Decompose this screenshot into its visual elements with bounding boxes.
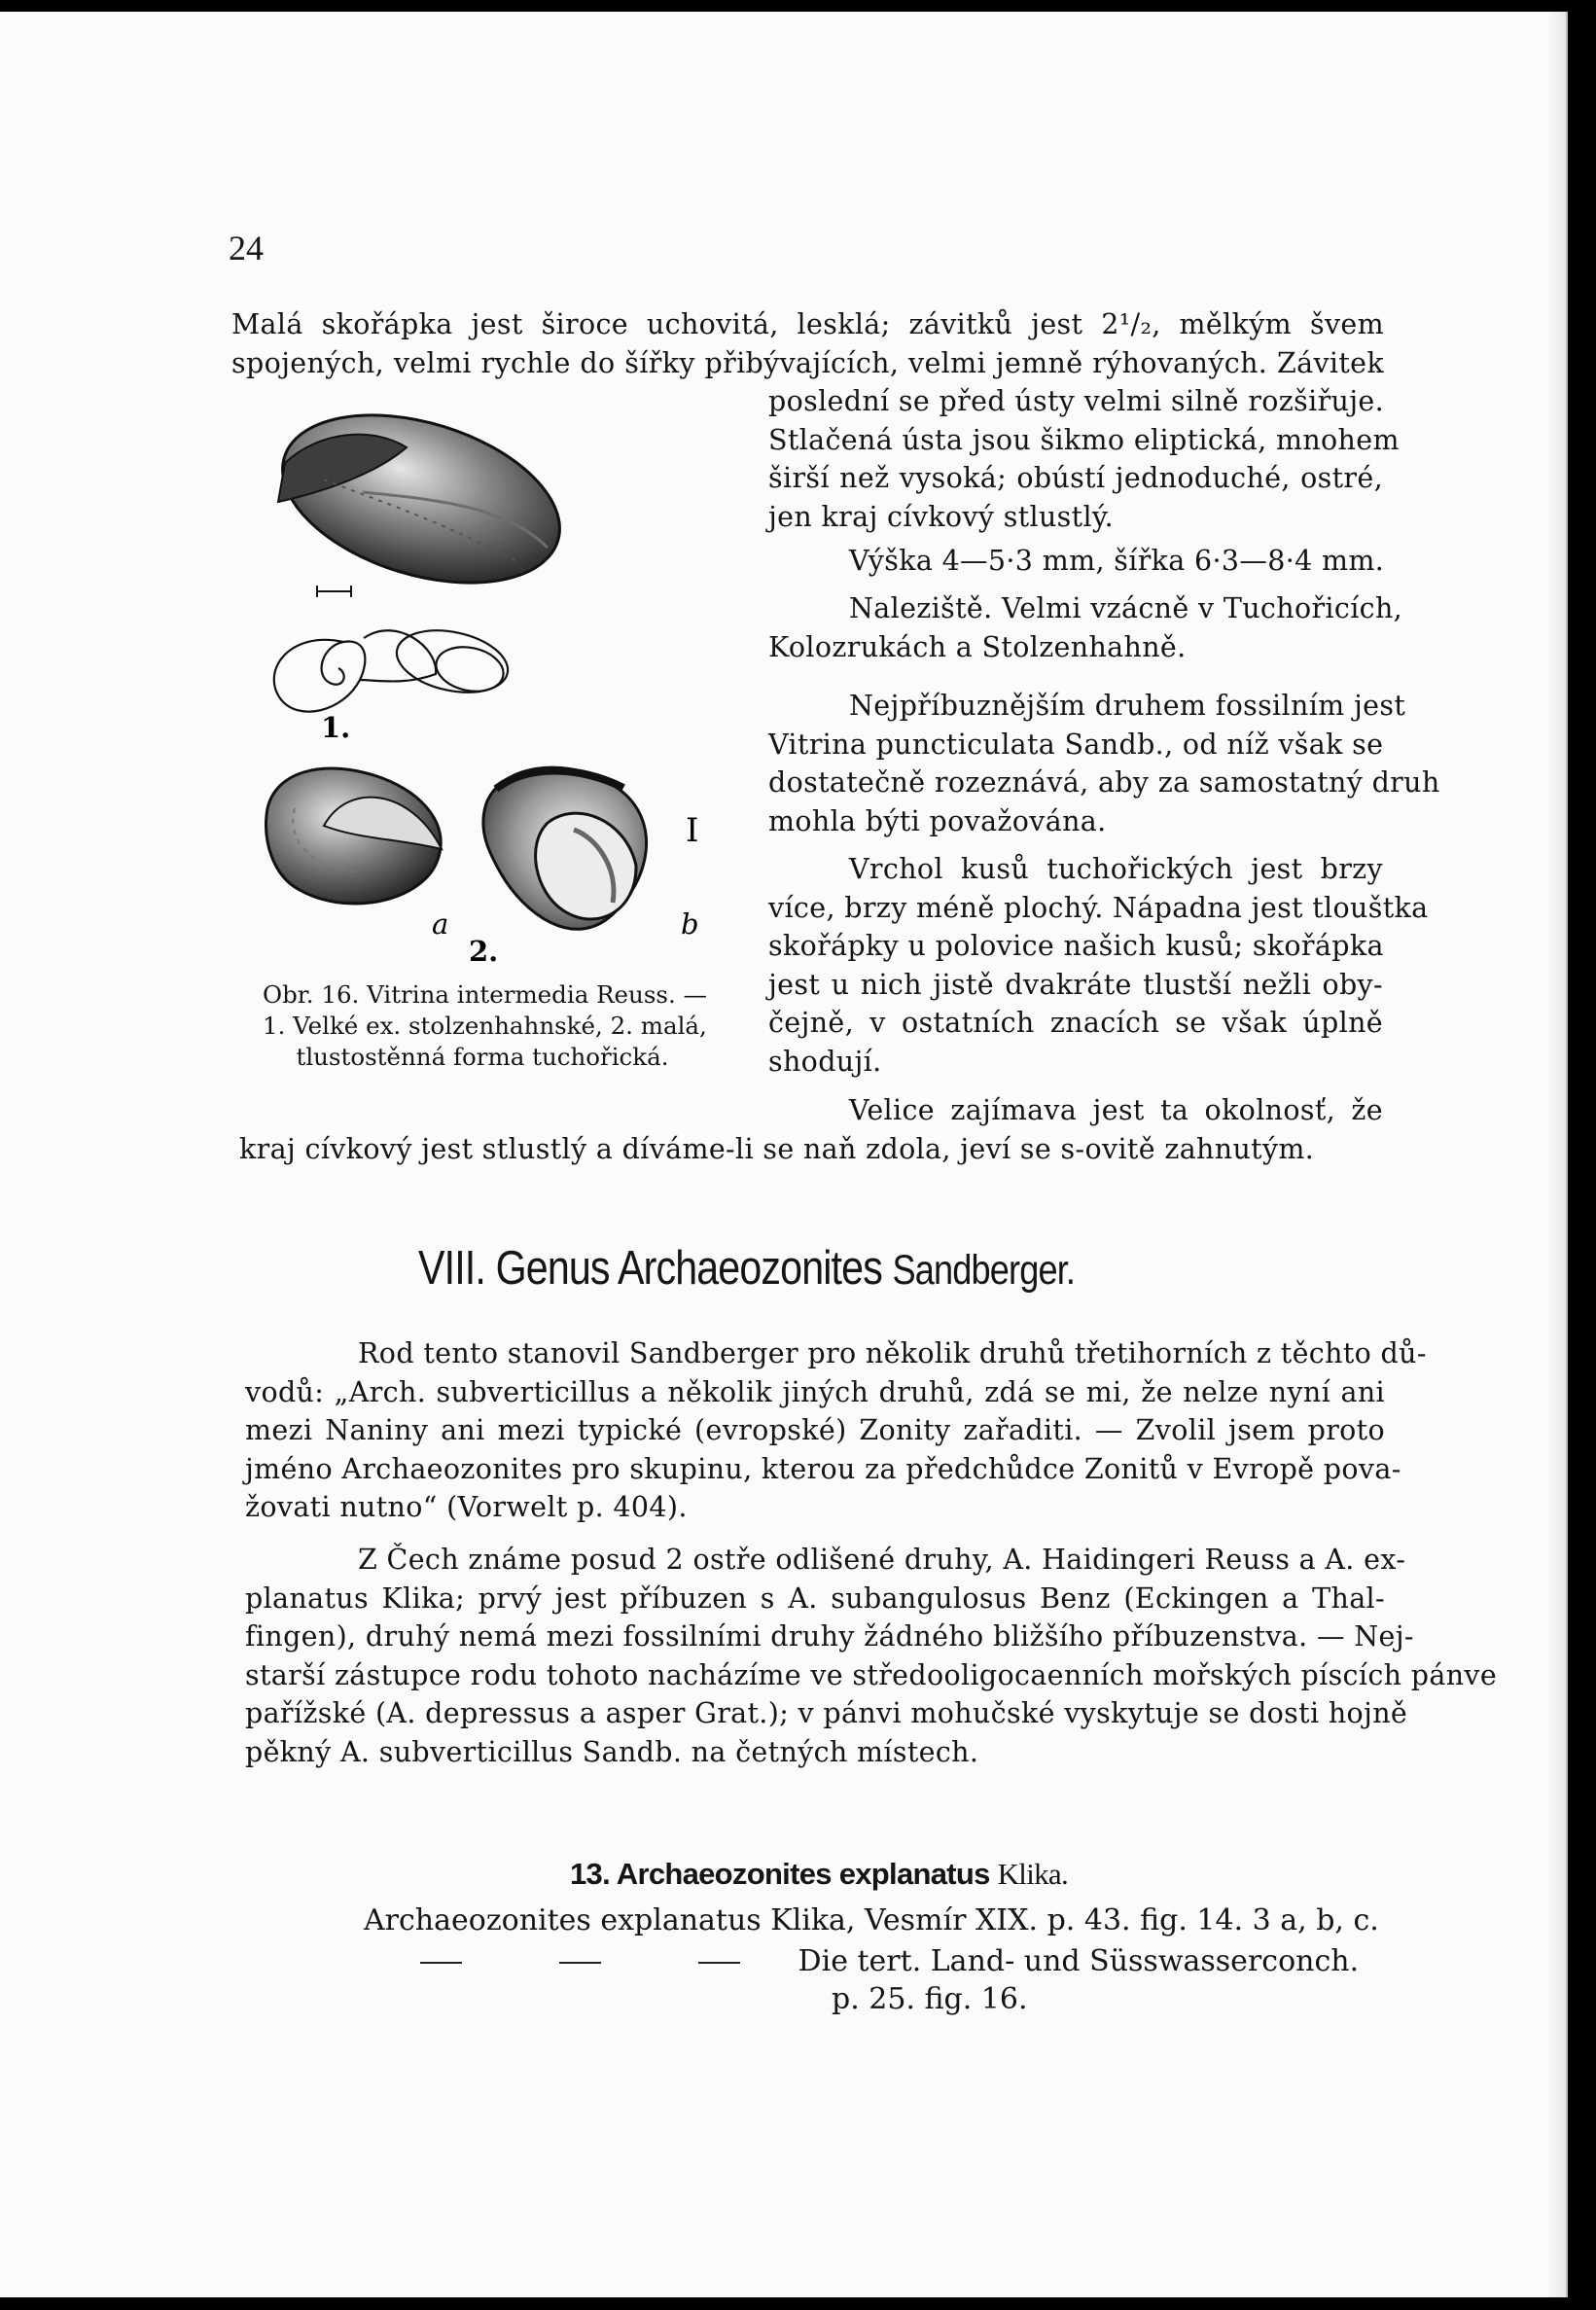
intro-line-3: poslední se před ústy velmi silně rozšiřuje. (768, 385, 1385, 417)
section-paragraph-1 (245, 1334, 1427, 1527)
variation-line-5: čejně, v ostatních znacích se však úplně (768, 1007, 1383, 1039)
large-shell-side-view (263, 407, 581, 614)
figure-label-scale: I (686, 811, 699, 850)
paragraph-1-line-2: vodů: „Arch. subverticillus a několik jiných druhů, zdá se mi, že nelze nyní ani (245, 1375, 1385, 1408)
caption-line-3: tlustostěnná forma tuchořická. (296, 1043, 669, 1071)
variation (768, 850, 1429, 1081)
relation-line-1: Nejpříbuznějším druhem fossilním jest (849, 690, 1406, 722)
paragraph-1-line-1: Rod tento stanovil Sandberger pro několik druhů třetihorních z těchto dů- (358, 1337, 1427, 1369)
paragraph-2-line-5: pařížské (A. depressus a asper Grat.); v pánvi mohučské vyskytuje se dosti hojně (245, 1697, 1408, 1729)
relation (768, 687, 1440, 840)
locality (768, 589, 1403, 666)
paragraph-1-line-3: mezi Naniny ani mezi typické (evropské) Zonity zařaditi. — Zvolil jsem proto (245, 1414, 1385, 1446)
closing-line-2: kraj cívkový jest stlustlý a díváme-li se naň zdola, jeví se s-ovitě zahnutým. (239, 1133, 1315, 1165)
paragraph-2-line-4: starší zástupce rodu tohoto nacházíme ve středooligocaenních mořských píscích pánve (245, 1658, 1498, 1691)
reference-line-3: p. 25. fig. 16. (832, 1982, 1028, 2016)
figure-caption (263, 979, 708, 1073)
figure-label-2: 2. (469, 935, 499, 968)
closing-line-1: Velice zajímava jest ta okolnosť, že (849, 1094, 1383, 1126)
intro-text-full (231, 305, 1384, 382)
small-shell-a (266, 768, 442, 904)
closing-1 (849, 1091, 1383, 1130)
paragraph-2-line-3: fingen), druhý nemá mezi fossilními druhy žádného bližšího příbuzenstva. — Nej- (245, 1620, 1414, 1653)
variation-line-2: více, brzy méně plochý. Nápadna jest tlouštka (768, 891, 1429, 924)
closing-2 (239, 1130, 1319, 1169)
intro-line-1: Malá skořápka jest široce uchovitá, lesklá; závitků jest 2¹/₂, mělkým švem (231, 308, 1384, 340)
paragraph-2-line-2: planatus Klika; prvý jest příbuzen s A. subangulosus Benz (Eckingen a Thal- (245, 1581, 1385, 1615)
reference-dash-2 (559, 1962, 601, 1964)
section-heading (418, 1241, 1080, 1296)
variation-line-1: Vrchol kusů tuchořických jest brzy (849, 853, 1383, 885)
scale-bar (317, 586, 351, 597)
reference-line-2 (420, 1943, 1359, 1980)
paragraph-1-line-4: jméno Archaeozonites pro skupinu, kterou za předchůdce Zonitů v Evropě pova- (245, 1452, 1401, 1485)
species-name: Archaeozonites explanatus (616, 1857, 990, 1891)
reference-dash-3 (698, 1962, 740, 1964)
small-shell-b (483, 767, 647, 929)
relation-line-4: mohla býti považována. (768, 804, 1107, 837)
intro-line-4: Stlačená ústa jsou šikmo eliptická, mnohem (768, 423, 1400, 456)
reference-line-2-text: Die tert. Land- und Süsswasserconch. (798, 1944, 1360, 1978)
caption-line-1: Obr. 16. Vitrina intermedia Reuss. — (263, 980, 708, 1009)
paragraph-2-line-6: pěkný A. subverticillus Sandb. na četných místech. (245, 1735, 979, 1768)
figure-label-b: b (681, 907, 699, 941)
reference-dash-1 (420, 1962, 462, 1964)
section-paragraph-2 (245, 1541, 1498, 1771)
caption-line-2: 1. Velké ex. stolzenhahnské, 2. malá, (263, 1012, 707, 1040)
locality-line-1: Naleziště. Velmi vzácně v Tuchořicích, (849, 592, 1403, 624)
shell-outline-drawings (274, 622, 514, 712)
relation-line-3: dostatečně rozeznává, aby za samostatný druh (768, 766, 1440, 799)
paragraph-1-line-5: žovati nutno“ (Vorwelt p. 404). (245, 1491, 688, 1523)
reference-line-1: Archaeozonites explanatus Klika, Vesmír XIX. p. 43. fig. 14. 3 a, b, c. (364, 1903, 1379, 1937)
paragraph-2-line-1: Z Čech známe posud 2 ostře odlišené druhy, A. Haidingeri Reuss a A. ex- (358, 1544, 1406, 1576)
section-title-author: Sandberger. (892, 1247, 1076, 1294)
intro-line-5: širší než vysoká; obústí jednoduché, ostré, (768, 462, 1383, 494)
figure-label-a: a (432, 907, 449, 941)
relation-line-2: Vitrina puncticulata Sandb., od níž však se (768, 728, 1384, 761)
page-number: 24 (229, 229, 264, 267)
species-heading (570, 1857, 1068, 1892)
measures-line: Výška 4—5·3 mm, šířka 6·3—8·4 mm. (849, 545, 1385, 577)
variation-line-4: jest u nich jistě dvakráte tlustší nežli oby- (768, 968, 1383, 1001)
variation-line-3: skořápky u polovice našich kusů; skořápka (768, 930, 1384, 962)
intro-line-6: jen kraj cívkový stlustlý. (768, 500, 1114, 533)
species-author: Klika. (997, 1857, 1069, 1891)
measures (849, 542, 1385, 581)
species-number: 13. (570, 1857, 610, 1891)
locality-line-2: Kolozrukách a Stolzenhahně. (768, 630, 1187, 663)
page-edge (1546, 12, 1566, 2297)
variation-line-6: shodují. (768, 1045, 882, 1078)
figure-label-1: 1. (321, 711, 351, 744)
intro-text-right (768, 382, 1400, 536)
intro-line-2: spojených, velmi rychle do šířky přibývajících, velmi jemně rýhovaných. Závitek (231, 346, 1384, 379)
shell-illustration (251, 407, 708, 976)
section-title-main: VIII. Genus Archaeozonites (418, 1242, 882, 1295)
scanned-page (0, 12, 1568, 2297)
